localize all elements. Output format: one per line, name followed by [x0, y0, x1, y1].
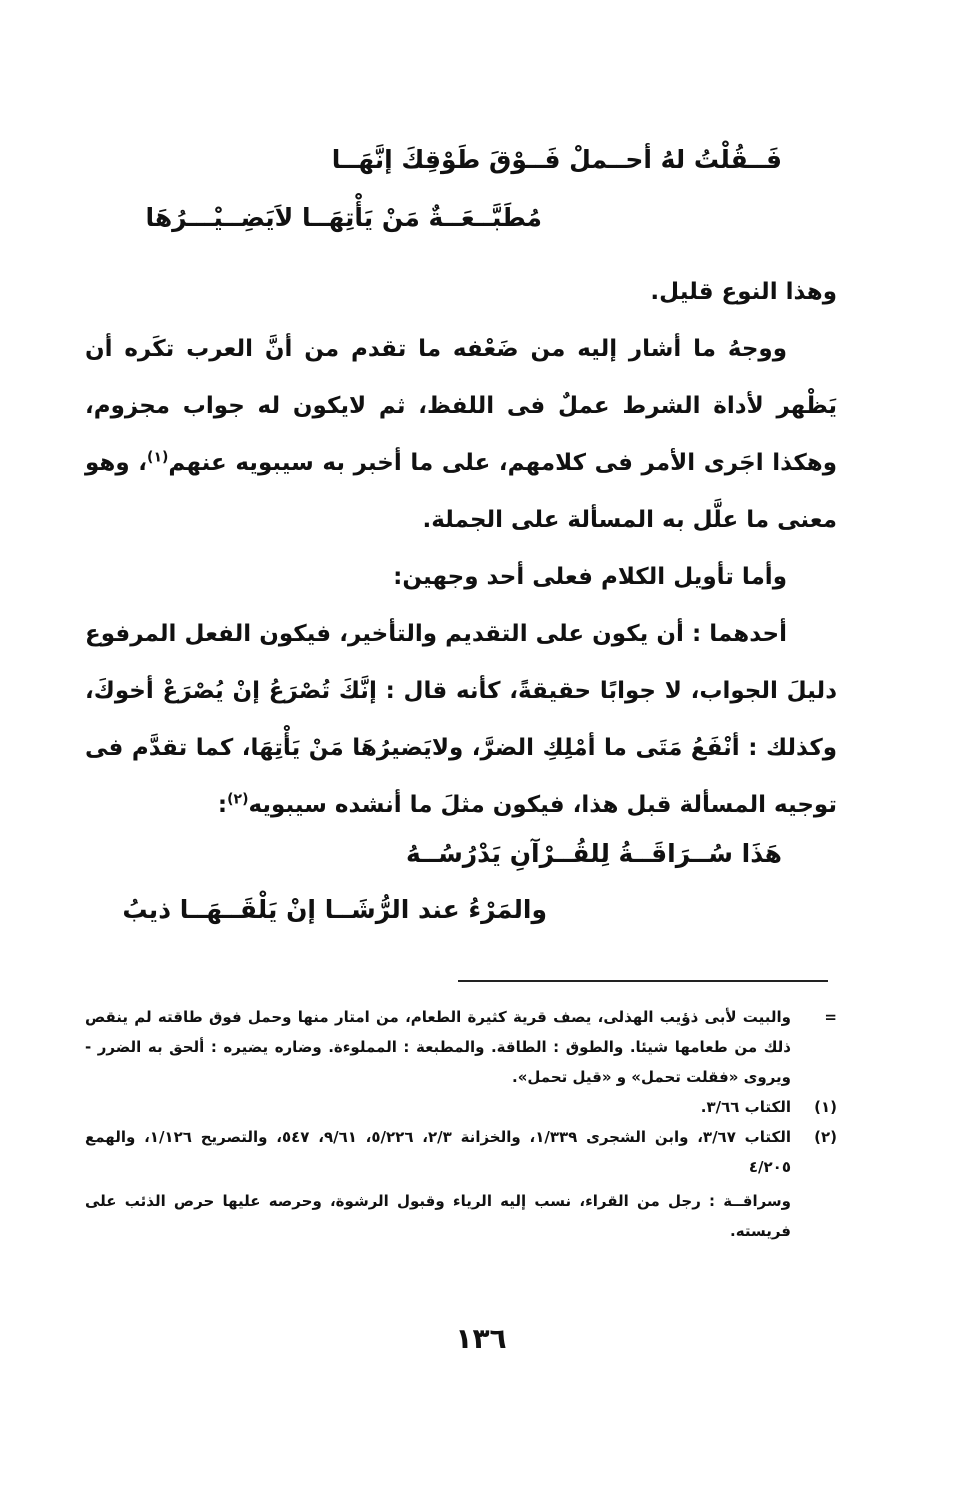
page-body — [85, 140, 837, 946]
footnote-2 — [85, 1122, 837, 1182]
paragraph-4 — [85, 606, 837, 834]
verse-block-1 — [85, 140, 837, 256]
paragraph-4-text: أحدهما : أن يكون على التقديم والتأخير، فيكون الفعل المرفوع دليلَ الجواب، لا جوابًا حقيقةً، كأنه قال : إنَّكَ تُصْرَعُ إنْ يُصْرَعْ أخوكَ، وكذلك : أنْفَعُ مَتَى ما أمْلِكِ الضرَّ، ولايَضيرُهَا مَنْ يَأْتِهَا، كما تقدَّم فى توجيه المسألة قبل هذا، فيكون مثلَ ما أنشده سيبويه — [85, 621, 837, 818]
verse-2-line-1: هَذَا سُــرَاقَــةُ لِلقُــرْآنِ يَدْرُسُــهُ — [405, 839, 782, 868]
footnote-1-text: الكتاب ٣/٦٦. — [700, 1098, 791, 1116]
footnote-ref-2: (٢) — [227, 791, 249, 808]
verse-block-2 — [85, 834, 837, 946]
paragraph-2-tail: ، وهو معنى ما علَّل به المسألة على الجملة. — [85, 450, 837, 533]
verse-1-line-2: مُطَبَّــعَــةٌ مَنْ يَأْتِهَــا لاَيَضِــيْـــرُهَا — [145, 203, 542, 232]
footnote-2-mark: (٢) — [814, 1128, 837, 1146]
paragraph-3-text: وأما تأويل الكلام فعلى أحد وجهين: — [393, 564, 787, 590]
footnote-continued-mark: = — [824, 1008, 837, 1026]
footnote-divider — [458, 980, 828, 982]
paragraph-2 — [85, 321, 837, 549]
footnote-2-extra: وسراقــة : رجل من القراء، نسب إليه الرياء وقبول الرشوة، وحرصه عليها حرص الذئب على فريسته. — [85, 1192, 791, 1240]
footnote-2-text: الكتاب ٣/٦٧، وابن الشجرى ١/٣٣٩، والخزانة ٢/٣، ٥/٢٢٦، ٩/٦١، ٥٤٧، والتصريح ١/١٢٦، والهمع ٤/٢٠٥ — [85, 1128, 791, 1176]
paragraph-4-tail: : — [217, 792, 228, 818]
paragraph-1: وهذا النوع قليل. — [650, 279, 837, 305]
paragraph-2-text: ووجهُ ما أشار إليه من ضَعْفه ما تقدم من أنَّ العرب تكَره أن يَظْهر لأداة الشرط عملٌ فى اللفظ، ثم لايكون له جواب مجزوم، وهكذا اجَرى الأمر فى كلامهم، على ما أخبر به سيبويه عنهم — [85, 336, 837, 476]
footnotes — [85, 1002, 837, 1246]
footnote-1-mark: (١) — [814, 1098, 837, 1116]
footnote-ref-1: (١) — [147, 449, 169, 466]
paragraph-3 — [85, 549, 837, 606]
verse-1-line-1: فَــقُلْتُ لهُ أحــملْ فَــوْقَ طَوْقِكَ إنَّهَــا — [331, 145, 782, 174]
verse-2-line-2: والمَرْءُ عند الرُّشَــا إنْ يَلْقَــهَــا ذيبُ — [122, 895, 547, 924]
footnote-continued-text: والبيت لأبى ذؤيب الهذلى، يصف قرية كثيرة الطعام، من امتار منها وحمل فوق طاقته لم ينقص ذلك من طعامها شيئا. والطوق : الطاقة. والمطبعة : المملوءة. وضاره يضيره : ألحق به الضرر - ويروى «فقلت تحمل» و «قيل تحمل». — [85, 1008, 791, 1086]
page-number: ١٣٦ — [455, 1322, 507, 1355]
footnote-continued — [85, 1002, 837, 1092]
footnote-1 — [85, 1092, 837, 1122]
